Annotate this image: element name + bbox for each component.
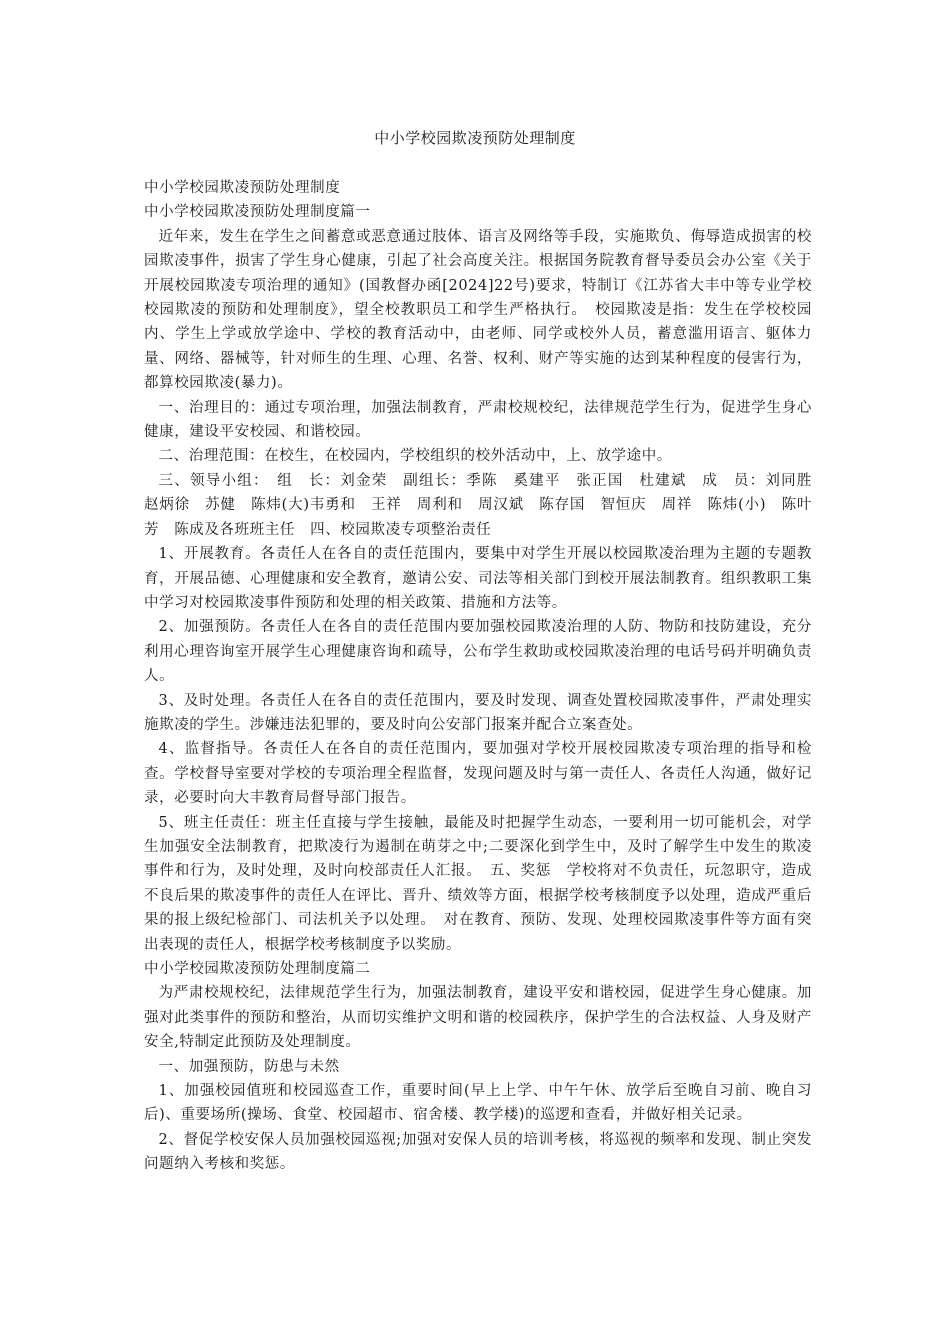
paragraph: 1、加强校园值班和校园巡查工作，重要时间(早上上学、中午午休、放学后至晚自习前、晚自习后)、重要场所(操场、食堂、校园超市、宿舍楼、教学楼)的巡逻和查看，并做好相关记录。 [144, 1083, 812, 1124]
paragraph: 一、治理目的：通过专项治理，加强法制教育，严肃校规校纪，法律规范学生行为，促进学生身心健康，建设平安校园、和谐校园。 [144, 399, 812, 441]
paragraph: 4、监督指导。各责任人在各自的责任范围内，要加强对学校开展校园欺凌专项治理的指导和检查。学校督导室要对学校的专项治理全程监督，发现问题及时与第一责任人、各责任人沟通，做好记录，必要时向大丰教育局督导部门报告。 [144, 741, 812, 807]
paragraph: 三、领导小组： 组 长：刘金荣 副组长：季陈 奚建平 张正国 杜建斌 成 员：刘同胜 赵炳徐 苏健 陈炜(大)韦勇和 王祥 周利和 周汉斌 陈存国 智恒庆 周祥 陈炜(小) 陈叶芳 陈成及各班班主任 四、校园欺凌专项整治责任 [144, 472, 828, 538]
document-body [144, 176, 828, 1177]
paragraph: 1、开展教育。各责任人在各自的责任范围内，要集中对学生开展以校园欺凌治理为主题的专题教育，开展品德、心理健康和安全教育，邀请公安、司法等相关部门到校开展法制教育。组织教职工集中学习对校园欺凌事件预防和处理的相关政策、措施和方法等。 [144, 546, 812, 611]
paragraph: 中小学校园欺凌预防处理制度篇一 [144, 204, 371, 221]
paragraph: 2、督促学校安保人员加强校园巡视;加强对安保人员的培训考核，将巡视的频率和发现、制止突发问题纳入考核和奖惩。 [144, 1131, 812, 1173]
paragraph: 一、加强预防，防患与未然 [158, 1058, 340, 1075]
paragraph: 3、及时处理。各责任人在各自的责任范围内，要及时发现、调查处置校园欺凌事件，严肃处理实施欺凌的学生。涉嫌违法犯罪的，要及时向公安部门报案并配合立案查处。 [144, 692, 812, 733]
paragraph: 5、班主任责任：班主任直接与学生接触，最能及时把握学生动态，一要利用一切可能机会，对学生加强安全法制教育，把欺凌行为遏制在萌芽之中;二要深化到学生中，及时了解学生中发生的欺凌事件和行为，及时处理，及时向校部责任人汇报。 五、奖惩 学校将对不负责任，玩忽职守，造成不良后果的欺凌事件的责任人在评比、晋升、绩效等方面，根据学校考核制度予以处理，造成严重后果的报上级纪检部门、司法机关予以处理。 对在教育、预防、发现、处理校园欺凌事件等方面有突出表现的责任人，根据学校考核制度予以奖励。 [144, 814, 812, 953]
section-heading: 中小学校园欺凌预防处理制度篇二 [144, 961, 371, 977]
paragraph: 为严肃校规校纪，法律规范学生行为，加强法制教育，建设平安和谐校园，促进学生身心健康。加强对此类事件的预防和整治，从而切实维护文明和谐的校园秩序，保护学生的合法权益、人身及财产安全,特制定此预防及处理制度。 [144, 985, 812, 1051]
document-title: 中小学校园欺凌预防处理制度 [374, 129, 576, 147]
paragraph: 近年来，发生在学生之间蓄意或恶意通过肢体、语言及网络等手段，实施欺负、侮辱造成损害的校园欺凌事件，损害了学生身心健康，引起了社会高度关注。根据国务院教育督导委员会办公室《关于开展校园欺凌专项治理的通知》(国教督办函[2024]22号)要求，特制订《江苏省大丰中等专业学校校园欺凌的预防和处理制度》，望全校教职员工和学生严格执行。 校园欺凌是指：发生在学校校园内、学生上学或放学途中、学校的教育活动中，由老师、同学或校外人员，蓄意滥用语言、躯体力量、网络、器械等，针对师生的生理、心理、名誉、权利、财产等实施的达到某种程度的侵害行为，都算校园欺凌(暴力)。 [144, 228, 812, 392]
paragraph: 2、加强预防。各责任人在各自的责任范围内要加强校园欺凌治理的人防、物防和技防建设，充分利用心理咨询室开展学生心理健康咨询和疏导，公布学生救助或校园欺凌治理的电话号码并明确负责人。 [144, 619, 812, 685]
paragraph: 中小学校园欺凌预防处理制度 [144, 180, 341, 196]
paragraph: 二、治理范围：在校生，在校园内，学校组织的校外活动中，上、放学途中。 [158, 448, 672, 465]
